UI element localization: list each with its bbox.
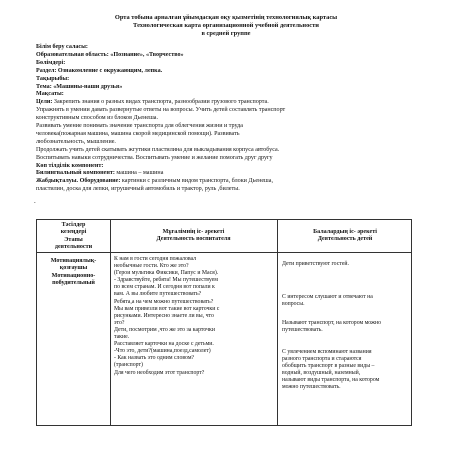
cell-line: - Здравствуйте, ребята! Мы путешествуем xyxy=(114,277,218,284)
header-teacher xyxy=(110,229,277,244)
header-stage xyxy=(37,222,110,252)
cell-line: Этапы xyxy=(64,236,83,243)
cell-line: С интересом слушают и отвечают на xyxy=(282,294,373,300)
cell-line: вопросы. xyxy=(282,301,305,308)
children-block xyxy=(282,349,379,392)
info-line xyxy=(36,147,279,155)
info-text: человека(пожарная машина, машина скорой медицинской помощи). Развивать xyxy=(36,130,240,137)
children-block xyxy=(282,294,373,308)
cell-line: водный, воздушный, наземный, xyxy=(282,370,361,377)
info-text: Воспитывать навыки сотрудничества. Воспитывать умение и желание помогать друг другу xyxy=(36,154,273,161)
info-line xyxy=(36,170,163,178)
table-divider xyxy=(110,220,111,425)
title-russian: Технологическая карта организационной учебной деятельности xyxy=(133,22,319,29)
info-line xyxy=(36,178,273,186)
info-line xyxy=(36,139,116,147)
cell-line: - Как назвать это одним словом? xyxy=(114,355,195,362)
info-label: Көп тілділік компонент: xyxy=(36,162,104,169)
stage-name xyxy=(37,258,110,288)
info-text: конструктивным способом из блоков Дьенеша. xyxy=(36,115,159,122)
cell-line: Мұғалімнің іс- әрекеті xyxy=(162,229,225,235)
cell-line: разного транспорта и стараются xyxy=(282,356,362,363)
cell-line: это? xyxy=(114,319,125,326)
info-text: Продолжать учить детей скатывать жгутики пластилина для выкладывания корпуса автобуса. xyxy=(36,146,280,153)
info-text: Закрепить знания о разных видах транспорта, разнообразии грузового транспорта. xyxy=(52,99,269,106)
cell-line: Мотивациялық- xyxy=(50,258,97,264)
cell-line: Мотивационно- xyxy=(51,272,96,279)
info-label: Мақсаты: xyxy=(36,91,64,98)
cell-line: кезеңдері xyxy=(60,229,87,236)
cell-line: Дети приветствуют гостей. xyxy=(282,261,349,267)
info-line xyxy=(36,115,158,123)
cell-line: путешествовать. xyxy=(282,327,323,334)
info-label: Бөлімдері: xyxy=(36,59,66,66)
table-divider xyxy=(37,252,411,253)
info-label: Білім беру саласы: xyxy=(36,44,88,50)
cell-line: рисунками. Интересно знаете ли вы, что xyxy=(114,312,214,319)
cell-line: Расставляет карточки на доске с детьми. xyxy=(114,341,214,348)
cell-line: необычные гости. Кто же это? xyxy=(114,263,189,270)
cell-line: Тәсілдер xyxy=(61,222,86,228)
info-label: Раздел: Ознакомление с окружающим, лепка. xyxy=(36,67,163,74)
info-text: любознательность, мышление. xyxy=(36,138,116,145)
info-line xyxy=(36,107,285,115)
stray-dot: . xyxy=(34,197,36,205)
cell-line: Деятельность детей xyxy=(317,236,373,243)
cell-line: вам. А вы любите путешествовать? xyxy=(114,291,202,298)
cell-line: С увлечением вспоминают названия xyxy=(282,349,372,355)
cell-line: такие. xyxy=(114,334,130,341)
children-block xyxy=(282,261,349,268)
table-divider xyxy=(277,220,278,425)
info-line xyxy=(36,155,273,163)
cell-line: деятельности xyxy=(54,244,93,251)
info-line xyxy=(36,131,240,139)
info-text: Упражнять в умении давать развернутые ответы на вопросы. Учить детей составлять транспорт xyxy=(36,107,286,114)
cell-line: Называют транспорт, на котором можно xyxy=(282,320,382,326)
cell-line: Балалардың іс- әрекеті xyxy=(313,229,377,235)
info-label: Цели: xyxy=(36,99,53,106)
info-label: Тема: «Машины-наши друзья» xyxy=(36,83,123,90)
cell-line: Для чего необходим этот транспорт? xyxy=(114,369,205,376)
info-line xyxy=(36,123,243,131)
cell-line: (Герои мультика Фиксики, Папус и Мася). xyxy=(114,270,219,277)
lesson-table xyxy=(36,219,412,426)
cell-line: Деятельность воспитателя xyxy=(156,236,231,243)
title-group: в средней группе xyxy=(201,30,251,37)
cell-line: Мы вам привезли вот такие вот карточки с xyxy=(114,305,220,312)
info-line xyxy=(36,44,88,52)
info-text: картинки с различным видом транспорта, блоки Дьенеша, xyxy=(120,178,273,185)
header-children xyxy=(277,229,413,244)
cell-line: Дети, посмотрим ,что же это за карточки xyxy=(114,326,215,333)
cell-line: қозғаушы xyxy=(59,265,88,272)
info-line xyxy=(36,99,269,107)
cell-line: по всем странам. И сегодня вот попали к xyxy=(114,284,215,291)
info-text: пластилин, доска для лепки, игрушечный автомобиль и трактор, руль ,билеты. xyxy=(36,186,240,193)
info-text: Развивать умение понимать значение транспорта для облегчения жизни и труда xyxy=(36,123,243,129)
info-label: Образовательная область: «Познание», «Творчество» xyxy=(36,51,184,58)
cell-line: можно путешествовать. xyxy=(282,384,341,391)
info-line xyxy=(36,60,65,68)
children-block xyxy=(282,320,381,334)
cell-line: обобщить транспорт в разные виды – xyxy=(282,363,375,370)
cell-line: побудительный xyxy=(52,280,95,287)
info-label: Билингвальный компонент: xyxy=(36,170,115,177)
info-line xyxy=(36,163,103,171)
cell-line: -Что это, дети?(машина,поезд,самолет) xyxy=(114,348,211,355)
cell-line: Ребята,а на чем можно путешествовать? xyxy=(114,298,214,305)
info-line xyxy=(36,52,184,60)
title-kazakh: Орта тобына арналған ұйымдасқан оқу қызметінің технологиялық картасы xyxy=(114,14,338,21)
info-text: машина – машина xyxy=(114,170,164,177)
info-line xyxy=(36,84,122,92)
info-line xyxy=(36,186,240,194)
teacher-activity xyxy=(114,256,219,377)
cell-line: (транспорт) xyxy=(114,362,143,369)
info-line xyxy=(36,76,69,84)
cell-line: называют виды транспорта, на котором xyxy=(282,377,380,384)
info-line xyxy=(36,91,64,99)
info-label: Тақырыбы: xyxy=(36,75,70,82)
info-line xyxy=(36,68,162,76)
cell-line: К нам в гости сегодня пожаловал xyxy=(114,256,197,262)
info-label: Жабдықталуы. Оборудование: xyxy=(36,178,121,185)
